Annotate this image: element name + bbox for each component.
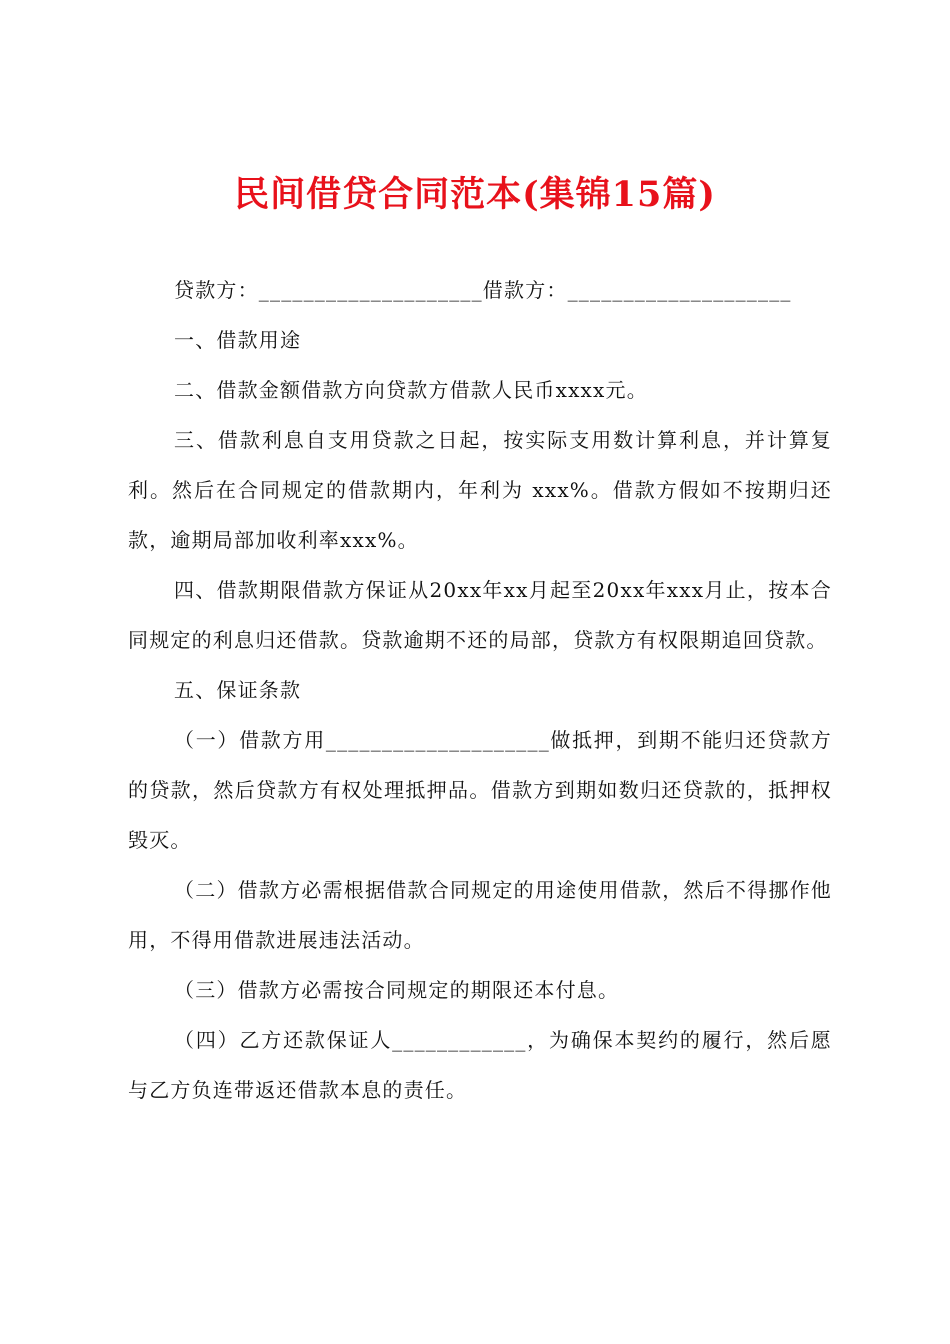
clause-collateral: （一）借款方用____________________做抵押，到期不能归还贷款方的贷款，然后贷款方有权处理抵押品。借款方到期如数归还贷款的，抵押权毁灭。 [128,728,832,852]
document-body [128,265,832,1115]
section-loan-amount: 二、借款金额借款方向贷款方借款人民币xxxx元。 [174,378,648,402]
section-guarantee-clauses: 五、保证条款 [174,678,302,702]
clause-guarantor: （四）乙方还款保证人____________，为确保本契约的履行，然后愿与乙方负连带返还借款本息的责任。 [128,1028,832,1102]
section-loan-term: 四、借款期限借款方保证从20xx年xx月起至20xx年xxx月止，按本合同规定的利息归还借款。贷款逾期不还的局部，贷款方有权限期追回贷款。 [128,578,832,652]
clause-repayment: （三）借款方必需按合同规定的期限还本付息。 [174,978,620,1002]
document-title: 民间借贷合同范本(集锦15篇) [234,174,716,215]
clause-usage: （二）借款方必需根据借款合同规定的用途使用借款，然后不得挪作他用，不得用借款进展违法活动。 [128,878,832,952]
parties-line: 贷款方：____________________借款方：____________________ [174,278,792,302]
section-loan-interest: 三、借款利息自支用贷款之日起，按实际支用数计算利息，并计算复利。然后在合同规定的借款期内，年利为 xxx%。借款方假如不按期归还款，逾期局部加收利率xxx%。 [128,428,832,552]
section-loan-purpose: 一、借款用途 [174,328,302,352]
